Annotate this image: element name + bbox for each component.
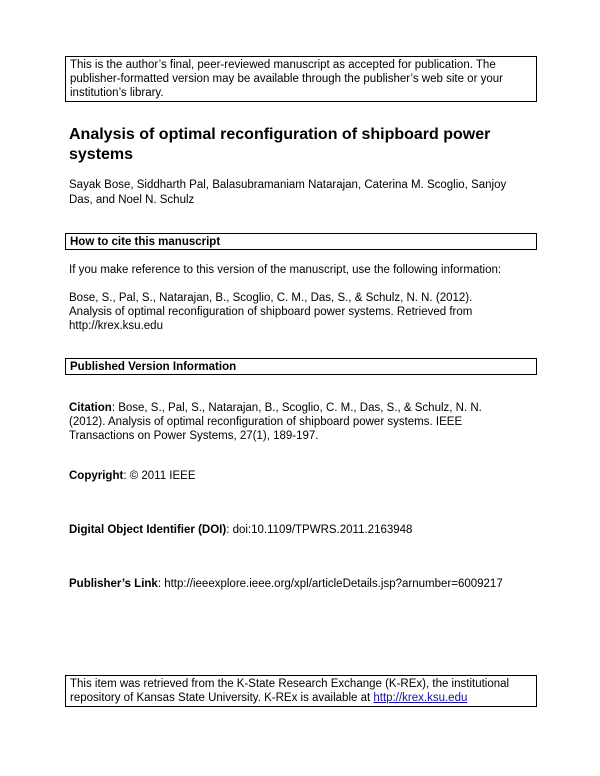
authors-line-1: Sayak Bose, Siddharth Pal, Balasubramaniam Natarajan, Caterina M. Scoglio, Sanjoy (69, 179, 507, 191)
authors (69, 178, 539, 208)
footer-line-1: This item was retrieved from the K-State Research Exchange (K-REx), the institutional (70, 678, 510, 690)
footer-line-2 (70, 691, 532, 705)
notice-line-3: institution’s library. (70, 87, 164, 99)
paper-title (69, 125, 539, 165)
citation-block (69, 401, 539, 443)
publisher-link-label: Publisher’s Link (69, 578, 158, 590)
copyright-value: : © 2011 IEEE (123, 470, 196, 482)
title-line-2: systems (69, 146, 134, 163)
citation-line-1 (69, 401, 539, 415)
authors-line-2: Das, and Noel N. Schulz (69, 194, 195, 206)
citation-line-3: Transactions on Power Systems, 27(1), 189-197. (69, 430, 319, 442)
cite-heading-text: How to cite this manuscript (70, 236, 221, 248)
cite-reference-line-1: Bose, S., Pal, S., Natarajan, B., Scoglio, C. M., Das, S., & Schulz, N. N. (2012). (69, 292, 473, 304)
publisher-link-value[interactable]: : http://ieeexplore.ieee.org/xpl/articleDetails.jsp?arnumber=6009217 (157, 578, 503, 590)
cite-section-heading (65, 233, 537, 250)
published-section-heading (65, 358, 537, 375)
doi-line (69, 523, 539, 537)
notice-line-1: This is the author’s final, peer-reviewed manuscript as accepted for publication. The (70, 59, 496, 71)
citation-label: Citation (69, 402, 112, 414)
footer-line-2-text: repository of Kansas State University. K-REx is available at (70, 692, 374, 704)
title-line-1: Analysis of optimal reconfiguration of shipboard power (69, 126, 491, 143)
citation-line-2: (2012). Analysis of optimal reconfiguration of shipboard power systems. IEEE (69, 416, 463, 428)
doi-value: : doi:10.1109/TPWRS.2011.2163948 (226, 524, 413, 536)
published-heading-text: Published Version Information (70, 361, 237, 373)
copyright-line (69, 469, 539, 483)
cite-reference-line-3: http://krex.ksu.edu (69, 320, 163, 332)
copyright-label: Copyright (69, 470, 124, 482)
cite-intro: If you make reference to this version of the manuscript, use the following information: (69, 264, 502, 276)
doi-label: Digital Object Identifier (DOI) (69, 524, 227, 536)
cite-reference-line-2: Analysis of optimal reconfiguration of shipboard power systems. Retrieved from (69, 306, 473, 318)
citation-text-1: : Bose, S., Pal, S., Natarajan, B., Scoglio, C. M., Das, S., & Schulz, N. N. (111, 402, 482, 414)
author-manuscript-notice (65, 56, 537, 102)
notice-line-2: publisher-formatted version may be available through the publisher’s web site or your (70, 73, 503, 85)
cite-reference (69, 291, 539, 333)
publisher-link-line (69, 577, 539, 591)
krex-footer-notice (65, 675, 537, 707)
krex-link[interactable]: http://krex.ksu.edu (373, 692, 468, 704)
